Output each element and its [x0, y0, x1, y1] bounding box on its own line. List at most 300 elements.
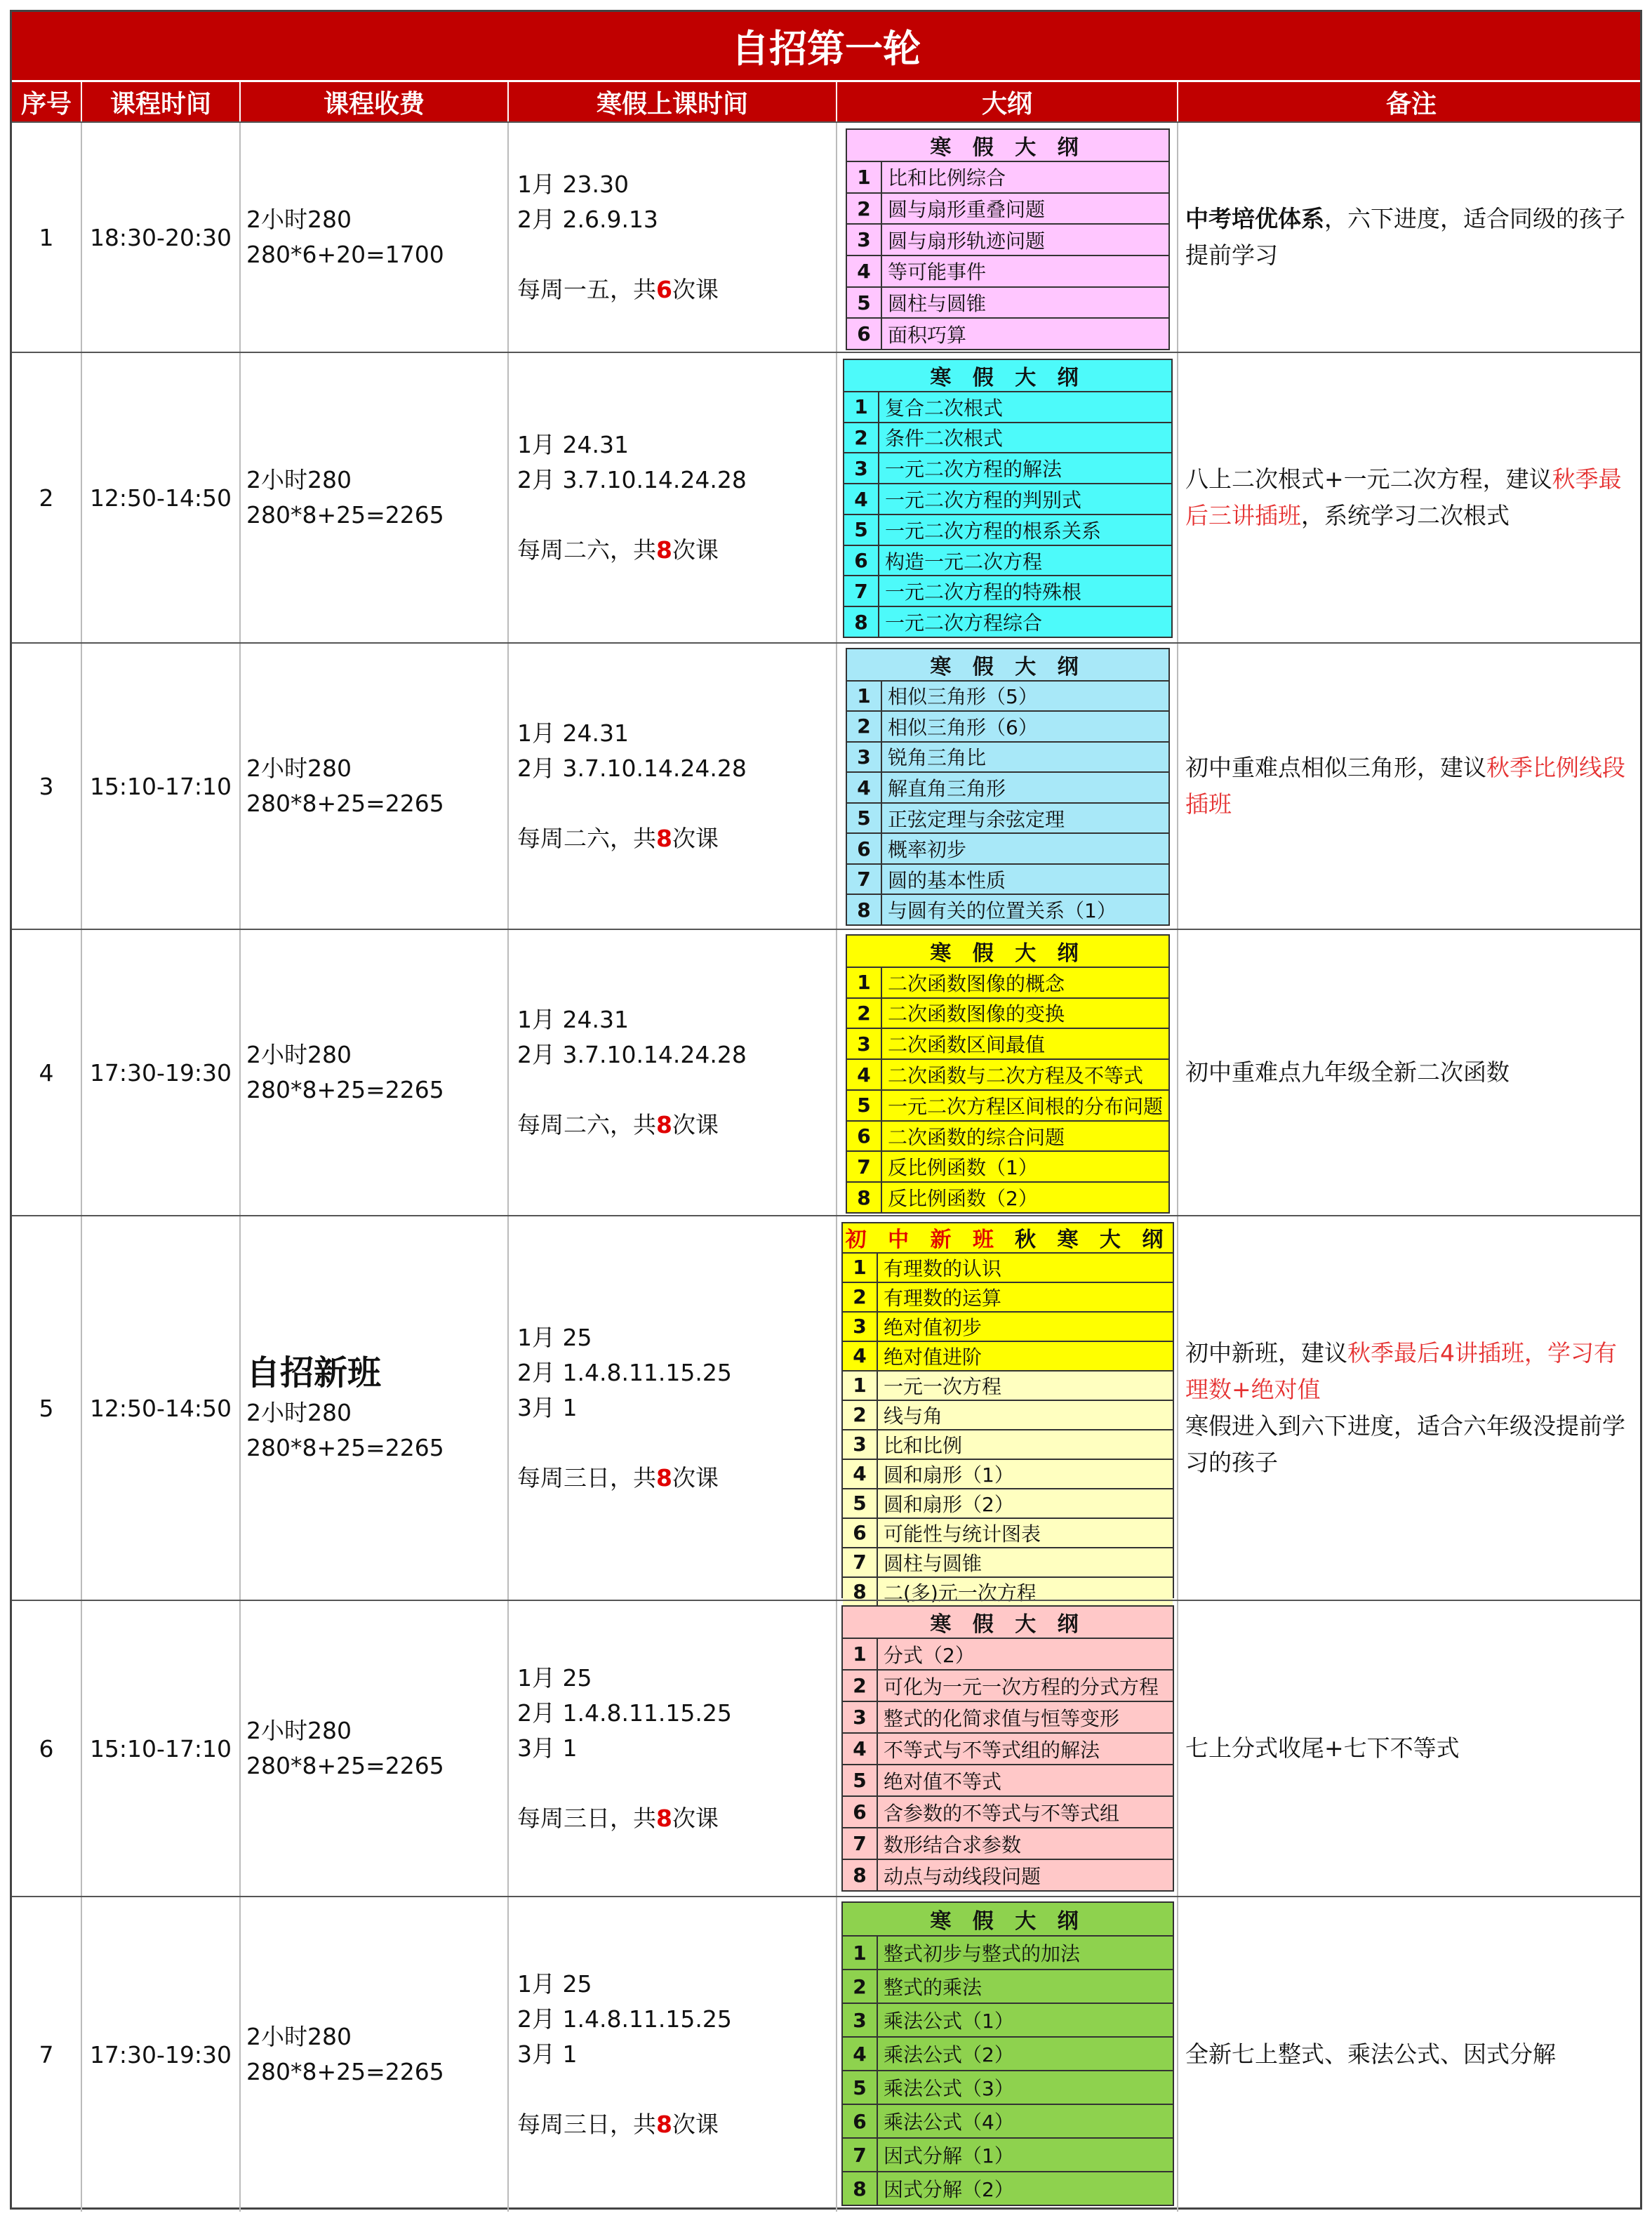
outline-item-label: 因式分解（1） — [884, 2144, 1014, 2167]
outline-item-number: 1 — [847, 162, 882, 192]
weekly-suffix: 次课 — [672, 825, 719, 852]
outline-item-label: 面积巧算 — [888, 323, 967, 347]
outline-item-number: 5 — [843, 1765, 878, 1795]
outline-item-number: 6 — [843, 1797, 878, 1827]
table-row — [12, 1896, 1640, 2212]
row-note — [1178, 1601, 1644, 1896]
outline-item — [843, 1765, 1173, 1797]
outline-title — [844, 360, 1171, 392]
outline-item-label: 复合二次根式 — [885, 396, 1004, 420]
outline-title-text: 寒 假 大 纲 — [930, 654, 1086, 679]
outline-item — [843, 1548, 1173, 1578]
outline-item-number: 8 — [844, 607, 879, 637]
outline-item — [843, 2139, 1173, 2172]
fee-line: 280*8+25=2265 — [246, 1434, 444, 1461]
note-segment: ，六下进度，适合同级的孩子提前学习 — [1185, 205, 1625, 269]
outline-item — [847, 682, 1168, 712]
row-time: 18:30-20:30 — [82, 123, 241, 352]
note-paragraph — [1185, 2036, 1556, 2073]
outline-item-label: 比和比例 — [884, 1433, 963, 1457]
weekly-summary — [517, 1108, 747, 1143]
outline-item-number: 5 — [843, 1489, 878, 1518]
outline-item-number: 2 — [843, 1283, 878, 1311]
fee-lines — [246, 463, 444, 533]
outline-item-label: 圆和扇形（1） — [884, 1463, 1014, 1487]
table-row — [12, 1215, 1640, 1605]
fee-line: 2小时280 — [246, 1041, 352, 1068]
date-spacer — [517, 498, 747, 533]
note-paragraph: 寒假进入到六下进度，适合六年级没提前学习的孩子 — [1185, 1412, 1625, 1476]
outline-item-number: 3 — [847, 225, 882, 255]
outline-item-number: 3 — [843, 2004, 878, 2036]
outline-item-number: 3 — [843, 1702, 878, 1732]
row-time: 17:30-19:30 — [82, 1897, 241, 2212]
row-dates — [509, 1897, 837, 2212]
outline-title — [847, 130, 1168, 162]
note-paragraph — [1185, 750, 1637, 823]
outline-item — [843, 1430, 1173, 1460]
outline-item-number: 4 — [844, 484, 879, 514]
outline-item-label: 概率初步 — [888, 838, 967, 862]
outline-title-text: 寒 假 大 纲 — [930, 1909, 1086, 1934]
outline-item-number: 6 — [847, 319, 882, 349]
outline-item-label: 二次函数区间最值 — [888, 1033, 1046, 1057]
outline-title — [843, 1223, 1173, 1254]
date-lines — [517, 1661, 732, 1836]
outline-item-label: 一元二次方程区间根的分布问题 — [888, 1094, 1164, 1118]
fee-lines — [246, 751, 444, 821]
outline-item-number: 5 — [847, 288, 882, 318]
outline-item-label: 可能性与统计图表 — [884, 1522, 1041, 1546]
note-segment: 初中新班，建议 — [1185, 1339, 1347, 1367]
date-line: 2月 2.6.9.13 — [517, 206, 658, 233]
weekly-prefix: 每周二六，共 — [517, 825, 656, 852]
outline-item-label: 二次函数的综合问题 — [888, 1125, 1065, 1149]
outline-item-number: 7 — [847, 1152, 882, 1181]
outline-item — [844, 546, 1171, 577]
sheet-title: 自招第一轮 — [12, 12, 1640, 82]
outline-title — [847, 936, 1168, 968]
outline-item-number: 5 — [847, 804, 882, 833]
row-fee — [241, 1601, 509, 1896]
outline-box — [841, 1605, 1174, 1892]
header-notes: 备注 — [1385, 89, 1437, 119]
note-segment: 秋季最后4讲插班，学习有理数+绝对值 — [1185, 1339, 1617, 1403]
fee-line: 280*8+25=2265 — [246, 790, 444, 817]
outline-item — [847, 865, 1168, 896]
header-seq: 序号 — [12, 82, 82, 121]
row-dates — [509, 1601, 837, 1896]
outline-item-label: 绝对值进阶 — [884, 1345, 982, 1369]
outline-item-number: 3 — [843, 1430, 878, 1459]
row-time: 12:50-14:50 — [82, 1216, 241, 1600]
outline-item-number: 7 — [843, 1548, 878, 1576]
outline-item — [844, 607, 1171, 637]
date-spacer — [517, 1766, 732, 1801]
date-line: 1月 24.31 — [517, 431, 629, 458]
weekly-prefix: 每周三日，共 — [517, 2111, 656, 2138]
note-text — [1185, 750, 1637, 823]
outline-item-label: 圆的基本性质 — [888, 868, 1006, 892]
weekly-suffix: 次课 — [672, 2111, 719, 2138]
outline-item — [843, 1401, 1173, 1430]
outline-item — [847, 1091, 1168, 1122]
date-lines — [517, 1002, 747, 1143]
weekly-count: 8 — [656, 1805, 672, 1832]
row-time: 12:50-14:50 — [82, 353, 241, 642]
row-outline — [837, 123, 1178, 352]
outline-item — [843, 1283, 1173, 1313]
note-text — [1185, 1335, 1637, 1481]
outline-item-number: 8 — [847, 1183, 882, 1212]
outline-title-text: 秋 寒 大 纲 — [1015, 1228, 1171, 1253]
outline-item — [847, 968, 1168, 999]
row-note — [1178, 930, 1644, 1215]
fee-line: 2小时280 — [246, 2023, 352, 2050]
outline-item-number: 3 — [844, 453, 879, 483]
outline-item — [843, 2004, 1173, 2038]
date-line: 3月 1 — [517, 1394, 578, 1421]
outline-item — [843, 2172, 1173, 2205]
weekly-count: 8 — [656, 1111, 672, 1138]
outline-item-number: 5 — [844, 515, 879, 545]
outline-item-label: 整式的化简求值与恒等变形 — [884, 1706, 1120, 1730]
row-seq: 1 — [12, 123, 82, 352]
outline-item — [847, 162, 1168, 194]
outline-item-number: 2 — [843, 1671, 878, 1701]
row-dates — [509, 1216, 837, 1600]
outline-item — [844, 453, 1171, 484]
weekly-prefix: 每周三日，共 — [517, 1805, 656, 1832]
note-segment: 秋季最后三讲插班 — [1185, 465, 1622, 529]
weekly-suffix: 次课 — [672, 276, 719, 303]
outline-item — [847, 194, 1168, 225]
fee-line: 2小时280 — [246, 1399, 352, 1426]
note-text — [1185, 201, 1637, 274]
fee-line: 2小时280 — [246, 755, 352, 782]
note-segment: ，系统学习二次根式 — [1301, 502, 1510, 529]
outline-item-label: 有理数的认识 — [884, 1256, 1002, 1280]
date-lines — [517, 1967, 732, 2142]
note-segment: 秋季比例线段插班 — [1185, 754, 1625, 818]
outline-title-text: 寒 假 大 纲 — [930, 365, 1086, 390]
row-note — [1178, 644, 1644, 929]
outline-item — [847, 225, 1168, 256]
note-text — [1185, 1730, 1460, 1767]
outline-item-number: 5 — [843, 2071, 878, 2104]
outline-item-label: 一元二次方程的解法 — [885, 458, 1063, 482]
row-note — [1178, 123, 1644, 352]
outline-item — [847, 712, 1168, 743]
date-line: 1月 24.31 — [517, 1006, 629, 1033]
row-note — [1178, 1897, 1644, 2212]
outline-item-number: 4 — [843, 1734, 878, 1764]
outline-item — [847, 1122, 1168, 1153]
date-spacer — [517, 786, 747, 821]
outline-item-label: 二次函数图像的变换 — [888, 1002, 1065, 1026]
table-row — [12, 929, 1640, 1215]
outline-item-label: 数形结合求参数 — [884, 1833, 1022, 1857]
weekly-count: 6 — [656, 276, 672, 303]
outline-item — [847, 1183, 1168, 1212]
outline-item-label: 相似三角形（6） — [888, 715, 1038, 739]
outline-item-number: 8 — [843, 2172, 878, 2205]
outline-item-label: 可化为一元一次方程的分式方程 — [884, 1675, 1159, 1699]
header-dates: 寒假上课时间 — [509, 82, 837, 121]
table-row — [12, 642, 1640, 929]
date-lines — [517, 1320, 732, 1496]
outline-item-label: 分式（2） — [884, 1643, 975, 1667]
outline-item-number: 3 — [847, 1029, 882, 1058]
outline-item-number: 3 — [843, 1313, 878, 1341]
row-fee — [241, 930, 509, 1215]
table-header — [12, 82, 1640, 121]
outline-item-label: 反比例函数（1） — [888, 1156, 1038, 1180]
outline-item-label: 一元二次方程的根系关系 — [885, 519, 1102, 543]
outline-item-label: 不等式与不等式组的解法 — [884, 1738, 1100, 1762]
note-paragraph — [1185, 1054, 1510, 1091]
outline-box — [843, 359, 1173, 638]
weekly-suffix: 次课 — [672, 536, 719, 564]
outline-item — [843, 1254, 1173, 1283]
weekly-suffix: 次课 — [672, 1464, 719, 1492]
outline-item-label: 条件二次根式 — [885, 427, 1004, 451]
outline-item — [843, 1342, 1173, 1372]
outline-item-label: 绝对值不等式 — [884, 1769, 1002, 1793]
row-seq: 6 — [12, 1601, 82, 1896]
outline-item — [843, 2105, 1173, 2139]
outline-item — [847, 319, 1168, 349]
outline-item-number: 6 — [847, 834, 882, 863]
outline-item — [847, 288, 1168, 319]
outline-title-new-class: 初 中 新 班 — [845, 1228, 1001, 1253]
date-lines — [517, 716, 747, 856]
outline-item-label: 乘法公式（1） — [884, 2010, 1014, 2033]
row-dates — [509, 353, 837, 642]
fee-lines — [246, 202, 444, 272]
outline-item — [843, 1372, 1173, 1401]
note-text — [1185, 461, 1637, 534]
outline-item — [847, 804, 1168, 835]
fee-lines — [246, 1350, 444, 1466]
table-row — [12, 121, 1640, 352]
date-line: 1月 23.30 — [517, 171, 629, 198]
row-seq: 7 — [12, 1897, 82, 2212]
date-lines — [517, 167, 719, 307]
note-text — [1185, 1054, 1510, 1091]
outline-item-number: 1 — [844, 392, 879, 422]
outline-item — [843, 1970, 1173, 2004]
date-line: 3月 1 — [517, 2040, 578, 2068]
weekly-summary — [517, 1801, 732, 1836]
outline-item-number: 1 — [847, 682, 882, 711]
note-paragraph — [1185, 461, 1637, 534]
date-line: 1月 25 — [517, 1970, 592, 1998]
outline-item-number: 2 — [844, 423, 879, 453]
outline-item — [843, 1519, 1173, 1548]
outline-item-label: 圆与扇形轨迹问题 — [888, 229, 1046, 253]
outline-box — [841, 1901, 1174, 2206]
fee-line: 280*8+25=2265 — [246, 501, 444, 529]
note-segment: 八上二次根式+一元二次方程，建议 — [1185, 465, 1552, 493]
outline-item — [847, 256, 1168, 288]
date-line: 2月 1.4.8.11.15.25 — [517, 1699, 732, 1727]
note-paragraph — [1185, 1730, 1460, 1767]
outline-item — [844, 392, 1171, 423]
row-outline — [837, 1897, 1178, 2212]
row-seq: 2 — [12, 353, 82, 642]
weekly-summary — [517, 272, 719, 307]
outline-item-label: 二次函数与二次方程及不等式 — [888, 1064, 1144, 1087]
weekly-prefix: 每周二六，共 — [517, 1111, 656, 1138]
weekly-prefix: 每周二六，共 — [517, 536, 656, 564]
outline-item-label: 一元二次方程的判别式 — [885, 489, 1082, 512]
fee-line: 2小时280 — [246, 206, 352, 233]
header-fee: 课程收费 — [241, 82, 509, 121]
outline-item-label: 乘法公式（2） — [884, 2043, 1014, 2066]
outline-item — [847, 773, 1168, 804]
outline-item — [844, 484, 1171, 515]
outline-item — [847, 895, 1168, 924]
outline-item — [847, 743, 1168, 773]
fee-line: 280*8+25=2265 — [246, 1752, 444, 1779]
outline-item-number: 4 — [847, 256, 882, 286]
outline-item-label: 一元一次方程 — [884, 1374, 1002, 1398]
row-dates — [509, 123, 837, 352]
outline-box — [846, 128, 1170, 350]
outline-item — [843, 1797, 1173, 1828]
note-segment: 初中重难点九年级全新二次函数 — [1185, 1058, 1510, 1086]
outline-item-number: 2 — [843, 1970, 878, 2003]
outline-item — [843, 1313, 1173, 1342]
note-segment: 中考培优体系 — [1185, 205, 1324, 232]
outline-item-number: 2 — [847, 999, 882, 1028]
outline-item-label: 相似三角形（5） — [888, 685, 1038, 709]
fee-highlight: 自招新班 — [246, 1353, 382, 1393]
outline-item-number: 2 — [847, 194, 882, 224]
outline-item-number: 7 — [844, 576, 879, 606]
weekly-prefix: 每周三日，共 — [517, 1464, 656, 1492]
outline-item-number: 1 — [843, 1254, 878, 1282]
outline-item — [843, 1639, 1173, 1671]
outline-item-number: 8 — [843, 1860, 878, 1890]
date-lines — [517, 427, 747, 568]
outline-item-label: 整式的乘法 — [884, 1976, 982, 1999]
outline-item-number: 7 — [843, 1828, 878, 1859]
outline-item-label: 比和比例综合 — [888, 166, 1006, 190]
outline-item — [843, 1489, 1173, 1519]
row-fee — [241, 123, 509, 352]
outline-title-text: 寒 假 大 纲 — [930, 135, 1086, 160]
header-time: 课程时间 — [82, 82, 241, 121]
outline-item-number: 6 — [844, 546, 879, 576]
outline-item-label: 构造一元二次方程 — [885, 550, 1043, 573]
outline-item-label: 因式分解（2） — [884, 2178, 1014, 2201]
outline-item-label: 解直角三角形 — [888, 777, 1006, 801]
outline-item-label: 动点与动线段问题 — [884, 1864, 1041, 1888]
outline-item — [843, 1671, 1173, 1702]
row-fee — [241, 1216, 509, 1600]
date-line: 1月 25 — [517, 1324, 592, 1351]
fee-line: 2小时280 — [246, 466, 352, 493]
outline-item-label: 圆和扇形（2） — [884, 1492, 1014, 1516]
note-segment: 全新七上整式、乘法公式、因式分解 — [1185, 2040, 1556, 2068]
row-note — [1178, 353, 1644, 642]
outline-item-label: 一元二次方程的特殊根 — [885, 580, 1082, 604]
outline-item-label: 二次函数图像的概念 — [888, 971, 1065, 995]
outline-item-label: 乘法公式（4） — [884, 2111, 1014, 2134]
outline-item — [847, 834, 1168, 865]
outline-item — [847, 1060, 1168, 1091]
date-line: 1月 24.31 — [517, 719, 629, 747]
outline-item-label: 等可能事件 — [888, 260, 987, 284]
row-fee — [241, 353, 509, 642]
date-line: 2月 3.7.10.14.24.28 — [517, 1041, 747, 1068]
row-note — [1178, 1216, 1644, 1600]
note-text — [1185, 2036, 1556, 2073]
outline-item-label: 一元二次方程综合 — [885, 611, 1043, 635]
fee-lines — [246, 2019, 444, 2090]
outline-item — [844, 515, 1171, 546]
weekly-count: 8 — [656, 2111, 672, 2138]
row-dates — [509, 930, 837, 1215]
fee-line: 280*6+20=1700 — [246, 241, 444, 268]
outline-title-text: 寒 假 大 纲 — [930, 941, 1086, 966]
weekly-summary — [517, 821, 747, 856]
outline-item — [843, 1460, 1173, 1489]
outline-item — [847, 1029, 1168, 1060]
row-outline — [837, 1601, 1178, 1896]
outline-item-label: 绝对值初步 — [884, 1315, 982, 1339]
outline-item-number: 4 — [843, 1460, 878, 1488]
weekly-summary — [517, 1461, 732, 1496]
row-fee — [241, 1897, 509, 2212]
outline-item-number: 1 — [843, 1937, 878, 1969]
outline-item — [843, 1702, 1173, 1734]
outline-item-number: 1 — [843, 1372, 878, 1400]
outline-title-text: 寒 假 大 纲 — [930, 1612, 1086, 1637]
outline-item-label: 含参数的不等式与不等式组 — [884, 1801, 1120, 1825]
row-time: 15:10-17:10 — [82, 644, 241, 929]
outline-item-number: 1 — [843, 1639, 878, 1669]
date-spacer — [517, 1073, 747, 1108]
row-fee — [241, 644, 509, 929]
table-row — [12, 1600, 1640, 1896]
note-segment: 初中重难点相似三角形，建议 — [1185, 754, 1486, 781]
weekly-count: 8 — [656, 1464, 672, 1492]
row-outline — [837, 644, 1178, 929]
outline-item-label: 整式初步与整式的加法 — [884, 1942, 1081, 1965]
fee-line: 280*8+25=2265 — [246, 1076, 444, 1103]
row-outline — [837, 930, 1178, 1215]
date-line: 2月 3.7.10.14.24.28 — [517, 755, 747, 782]
outline-item-number: 8 — [843, 1578, 878, 1606]
weekly-summary — [517, 533, 747, 568]
outline-item — [843, 1860, 1173, 1890]
outline-item-number: 5 — [847, 1091, 882, 1120]
row-outline — [837, 353, 1178, 642]
outline-item-label: 锐角三角比 — [888, 746, 987, 770]
outline-item — [844, 423, 1171, 454]
outline-item-label: 圆与扇形重叠问题 — [888, 198, 1046, 221]
date-line: 2月 3.7.10.14.24.28 — [517, 466, 747, 493]
outline-item-number: 2 — [847, 712, 882, 741]
date-line: 2月 1.4.8.11.15.25 — [517, 2005, 732, 2033]
outline-item-number: 4 — [843, 2038, 878, 2070]
outline-item-number: 3 — [847, 743, 882, 772]
date-spacer — [517, 1426, 732, 1461]
date-spacer — [517, 2072, 732, 2107]
